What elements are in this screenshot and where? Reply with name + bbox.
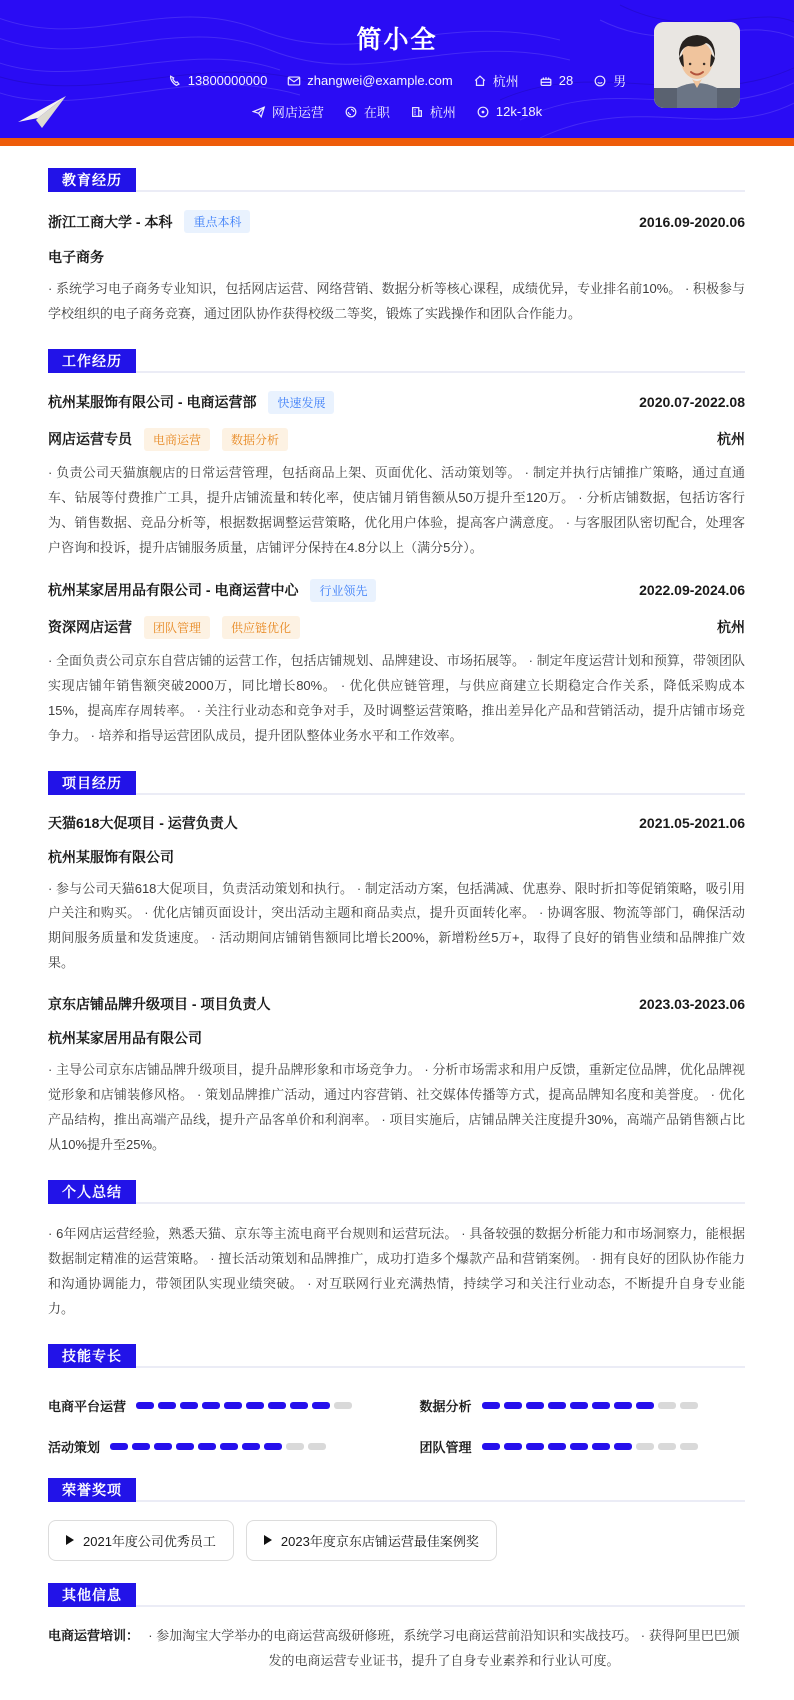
company-tag: 快速发展	[268, 391, 334, 414]
section-skills	[48, 1344, 745, 1456]
honor-button[interactable]	[246, 1520, 497, 1561]
skill-bar	[482, 1443, 698, 1450]
project-company: 杭州某服饰有限公司	[48, 848, 174, 865]
project-company: 杭州某家居用品有限公司	[48, 1030, 202, 1047]
company-name: 杭州某家居用品有限公司 - 电商运营中心	[48, 582, 299, 599]
skill-label: 团队管理	[419, 1439, 472, 1455]
gender-icon	[593, 74, 607, 88]
resume-header	[0, 0, 794, 138]
skill-row	[420, 1437, 746, 1456]
age-icon	[539, 74, 553, 88]
school-name: 浙江工商大学 - 本科	[48, 213, 173, 230]
major-name: 电子商务	[48, 249, 104, 265]
section-title-work: 工作经历	[48, 349, 136, 373]
section-education	[48, 168, 745, 327]
skill-label: 数据分析	[419, 1398, 472, 1414]
education-item	[48, 210, 745, 327]
summary-desc: · 6年网店运营经验，熟悉天猫、京东等主流电商平台规则和运营玩法。 · 具备较强的数据分析能力和市场洞察力，能根据数据制定精准的运营策略。 · 擅长活动策划和品牌推广，成功打造多个爆款产品和营销案例。 · 拥有良好的团队协作能力和沟通协调能力，带领团队实现业绩突破。 · 对互联网行业充满热情，持续学习和关注行业动态，不断提升自身专业能力。	[48, 1226, 745, 1317]
email-value: zhangwei@example.com	[307, 73, 453, 88]
work-desc: · 负责公司天猫旗舰店的日常运营管理，包括商品上架、页面优化、活动策划等。 · 制定并执行店铺推广策略，通过直通车、钻展等付费推广工具，提升店铺流量和转化率，使店铺月销售额从50万提升至120万。 · 分析店铺数据，包括访客行为、销售数据、竞品分析等，根据数据调整运营策略，优化用户体验，提高客户满意度。 · 与客服团队密切配合，处理客户咨询和投诉，提升店铺服务质量，店铺评分保持在4.8分以上（满分5分）。	[48, 464, 745, 555]
role-tag: 电商运营	[144, 428, 210, 451]
section-projects	[48, 771, 745, 1159]
phone-item	[168, 73, 268, 88]
project-item	[48, 813, 745, 977]
salary-item	[476, 104, 542, 119]
home-city-value: 杭州	[492, 74, 519, 89]
project-date: 2023.03-2023.06	[639, 996, 745, 1013]
skill-label: 活动策划	[48, 1439, 101, 1455]
phone-icon	[168, 74, 182, 88]
phone-value: 13800000000	[187, 73, 268, 88]
email-item	[287, 73, 452, 88]
school-tag: 重点本科	[184, 210, 250, 233]
home-city-item	[473, 71, 519, 90]
mail-icon	[287, 74, 301, 88]
role-tag: 供应链优化	[222, 616, 300, 639]
role-tag: 团队管理	[144, 616, 210, 639]
play-icon	[66, 1535, 74, 1545]
project-name: 京东店铺品牌升级项目 - 项目负责人	[48, 996, 271, 1013]
skill-row	[420, 1396, 746, 1415]
work-city-item	[410, 102, 456, 121]
job-status-item	[344, 102, 390, 121]
section-title-projects: 项目经历	[48, 771, 136, 795]
project-desc: · 主导公司京东店铺品牌升级项目，提升品牌形象和市场竞争力。 · 分析市场需求和用户反馈，重新定位品牌，优化品牌视觉形象和店铺装修风格。 · 策划品牌推广活动，通过内容营销、社交媒体传播等方式，提高品牌知名度和美誉度。 · 优化产品结构，推出高端产品线，提升产品客单价和利润率。 · 项目实施后，店铺品牌关注度提升30%，高端产品销售额占比从10%提升至25%。	[48, 1062, 745, 1153]
other-info-label: 电商运营培训：	[48, 1627, 140, 1643]
play-icon	[264, 1535, 272, 1545]
avatar-illustration	[654, 22, 740, 108]
salary-icon	[476, 105, 490, 119]
job-title: 资深网店运营	[48, 619, 132, 636]
work-item	[48, 579, 745, 749]
work-city-value: 杭州	[429, 105, 456, 120]
skill-bar	[110, 1443, 326, 1450]
gender-item	[593, 71, 626, 90]
work-desc: · 全面负责公司京东自营店铺的运营工作，包括店铺规划、品牌建设、市场拓展等。 · 制定年度运营计划和预算，带领团队实现店铺年销售额突破2000万，同比增长80%。 · 优化供应链管理，与供应商建立长期稳定合作关系，降低采购成本15%，提高库存周转率。 · 关注行业动态和竞争对手，及时调整运营策略，推出差异化产品和营销活动，提升店铺市场竞争力。 · 培养和指导运营团队成员，提升团队整体业务水平和工作效率。	[48, 652, 745, 743]
section-title-other: 其他信息	[48, 1583, 136, 1607]
age-value: 28	[558, 73, 574, 88]
job-status-value: 在职	[363, 105, 390, 120]
job-title: 网店运营专员	[48, 431, 132, 448]
skills-grid	[48, 1374, 745, 1456]
job-icon	[252, 105, 266, 119]
target-job-item	[252, 102, 324, 121]
company-name: 杭州某服饰有限公司 - 电商运营部	[48, 394, 257, 411]
work-location: 杭州	[717, 619, 745, 636]
skill-row	[48, 1396, 374, 1415]
section-honors	[48, 1478, 745, 1561]
project-item	[48, 994, 745, 1158]
section-title-honors: 荣誉奖项	[48, 1478, 136, 1502]
gender-value: 男	[613, 74, 627, 89]
education-desc: · 系统学习电子商务专业知识，包括网店运营、网络营销、数据分析等核心课程，成绩优异，专业排名前10%。 · 积极参与学校组织的电子商务竞赛，通过团队协作获得校级二等奖，锻炼了实践操作和团队合作能力。	[48, 281, 745, 321]
project-desc: · 参与公司天猫618大促项目，负责活动策划和执行。 · 制定活动方案，包括满减、优惠券、限时折扣等促销策略，吸引用户关注和购买。 · 优化店铺页面设计，突出活动主题和商品卖点，提升页面转化率。 · 协调客服、物流等部门，确保活动期间服务质量和发货速度。 · 活动期间店铺销售额同比增长200%，新增粉丝5万+，取得了良好的销售业绩和品牌推广效果。	[48, 880, 745, 971]
honor-button[interactable]	[48, 1520, 234, 1561]
work-item	[48, 391, 745, 561]
section-title-summary: 个人总结	[48, 1180, 136, 1204]
section-title-skills: 技能专长	[48, 1344, 136, 1368]
skill-row	[48, 1437, 374, 1456]
work-location: 杭州	[717, 431, 745, 448]
accent-divider	[0, 138, 794, 146]
work-date: 2022.09-2024.06	[639, 582, 745, 599]
section-title-education: 教育经历	[48, 168, 136, 192]
work-date: 2020.07-2022.08	[639, 394, 745, 411]
company-tag: 行业领先	[310, 579, 376, 602]
other-info-desc: · 参加淘宝大学举办的电商运营高级研修班，系统学习电商运营前沿知识和实战技巧。 · 获得阿里巴巴颁发的电商运营专业证书，提升了自身专业素养和行业认可度。	[148, 1627, 740, 1669]
section-work	[48, 349, 745, 749]
other-info-row	[48, 1623, 745, 1674]
honor-label: 2023年度京东店铺运营最佳案例奖	[280, 1533, 479, 1549]
target-job-value: 网店运营	[271, 105, 324, 120]
salary-value: 12k-18k	[495, 104, 543, 119]
honor-label: 2021年度公司优秀员工	[83, 1533, 216, 1549]
resume-body	[0, 168, 794, 1700]
skill-bar	[482, 1402, 698, 1409]
education-date: 2016.09-2020.06	[639, 213, 745, 230]
role-tag: 数据分析	[222, 428, 288, 451]
section-other	[48, 1583, 745, 1674]
honors-list	[48, 1520, 745, 1561]
project-date: 2021.05-2021.06	[639, 814, 745, 831]
skill-bar	[136, 1402, 352, 1409]
city-icon	[410, 105, 424, 119]
home-icon	[473, 74, 487, 88]
section-summary	[48, 1180, 745, 1322]
candidate-name: 简小全	[356, 26, 438, 54]
paper-plane-icon	[16, 92, 68, 132]
skill-label: 电商平台运营	[48, 1398, 127, 1414]
age-item	[539, 73, 573, 88]
avatar	[654, 22, 740, 108]
project-name: 天猫618大促项目 - 运营负责人	[48, 814, 238, 831]
status-icon	[344, 105, 358, 119]
